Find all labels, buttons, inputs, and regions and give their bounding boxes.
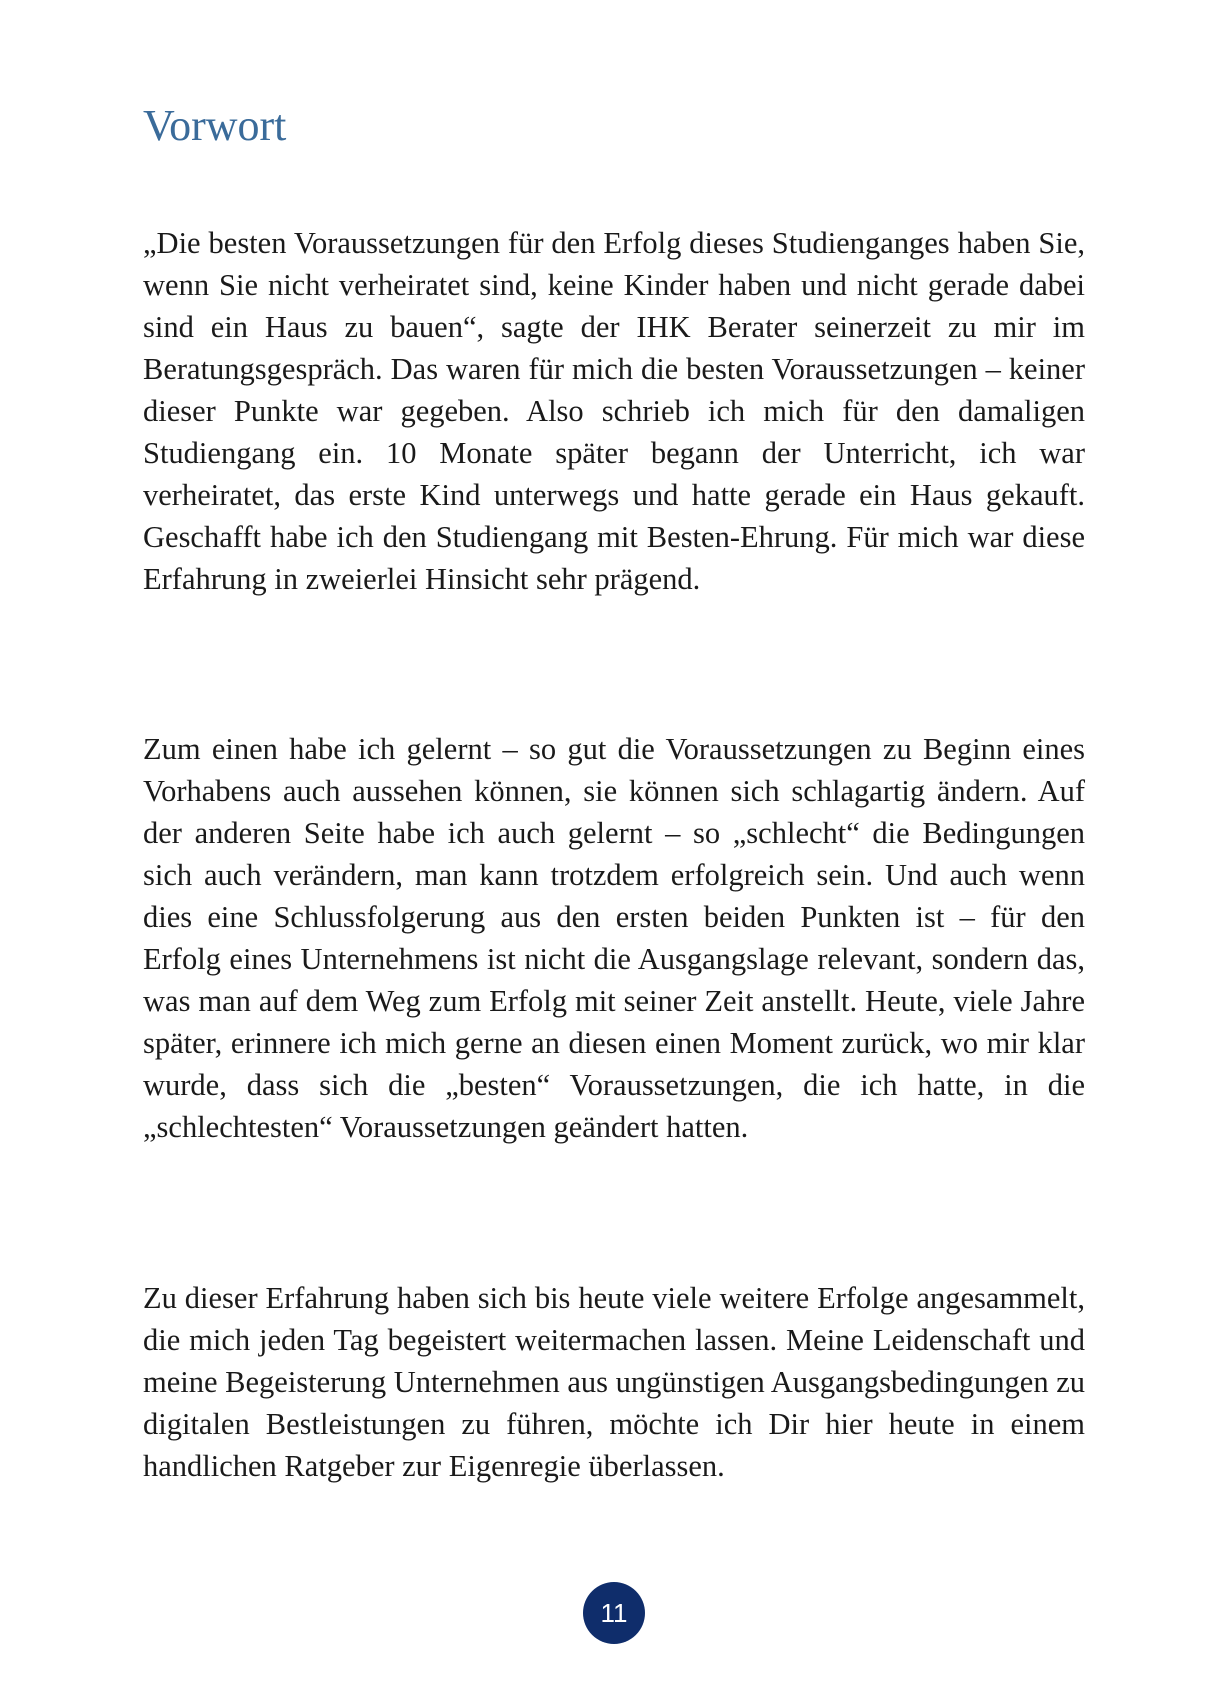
paragraph-1: „Die besten Voraussetzungen für den Erfolg dieses Studienganges haben Sie, wenn Sie nicht verheiratet sind, keine Kinder haben und nicht gerade dabei sind ein Haus zu bauen“, sagte der IHK Berater seinerzeit zu mir im Beratungsgespräch. Das waren für mich die besten Voraussetzungen – keiner dieser Punkte war gegeben. Also schrieb ich mich für den damaligen Studiengang ein. 10 Monate später begann der Unterricht, ich war verheiratet, das erste Kind unterwegs und hatte gerade ein Haus gekauft. Geschafft habe ich den Studiengang mit Besten-Ehrung. Für mich war diese Erfahrung in zweierlei Hinsicht sehr prägend.	[143, 226, 1085, 596]
page-title: Vorwort	[143, 101, 287, 150]
paragraph-2: Zum einen habe ich gelernt – so gut die Voraussetzungen zu Beginn eines Vorhabens auch aussehen können, sie können sich schlagartig ändern. Auf der anderen Seite habe ich auch gelernt – so „schlecht“ die Bedingungen sich auch verändern, man kann trotzdem erfolgreich sein. Und auch wenn dies eine Schlussfolgerung aus den ersten beiden Punkten ist – für den Erfolg eines Unternehmens ist nicht die Ausgangslage relevant, sondern das, was man auf dem Weg zum Erfolg mit seiner Zeit anstellt. Heute, viele Jahre später, erinnere ich mich gerne an diesen einen Moment zurück, wo mir klar wurde, dass sich die „besten“ Voraussetzungen, die ich hatte, in die „schlechtesten“ Voraussetzungen geändert hatten.	[143, 732, 1085, 1144]
page-number-badge: 11	[583, 1582, 645, 1644]
paragraph-3: Zu dieser Erfahrung haben sich bis heute viele weitere Erfolge angesammelt, die mich jeden Tag begeistert weitermachen lassen. Meine Leidenschaft und meine Begeisterung Unternehmen aus ungünstigen Ausgangsbedingungen zu digitalen Bestleistungen zu führen, möchte ich Dir hier heute in einem handlichen Ratgeber zur Eigenregie überlassen.	[143, 1281, 1085, 1483]
